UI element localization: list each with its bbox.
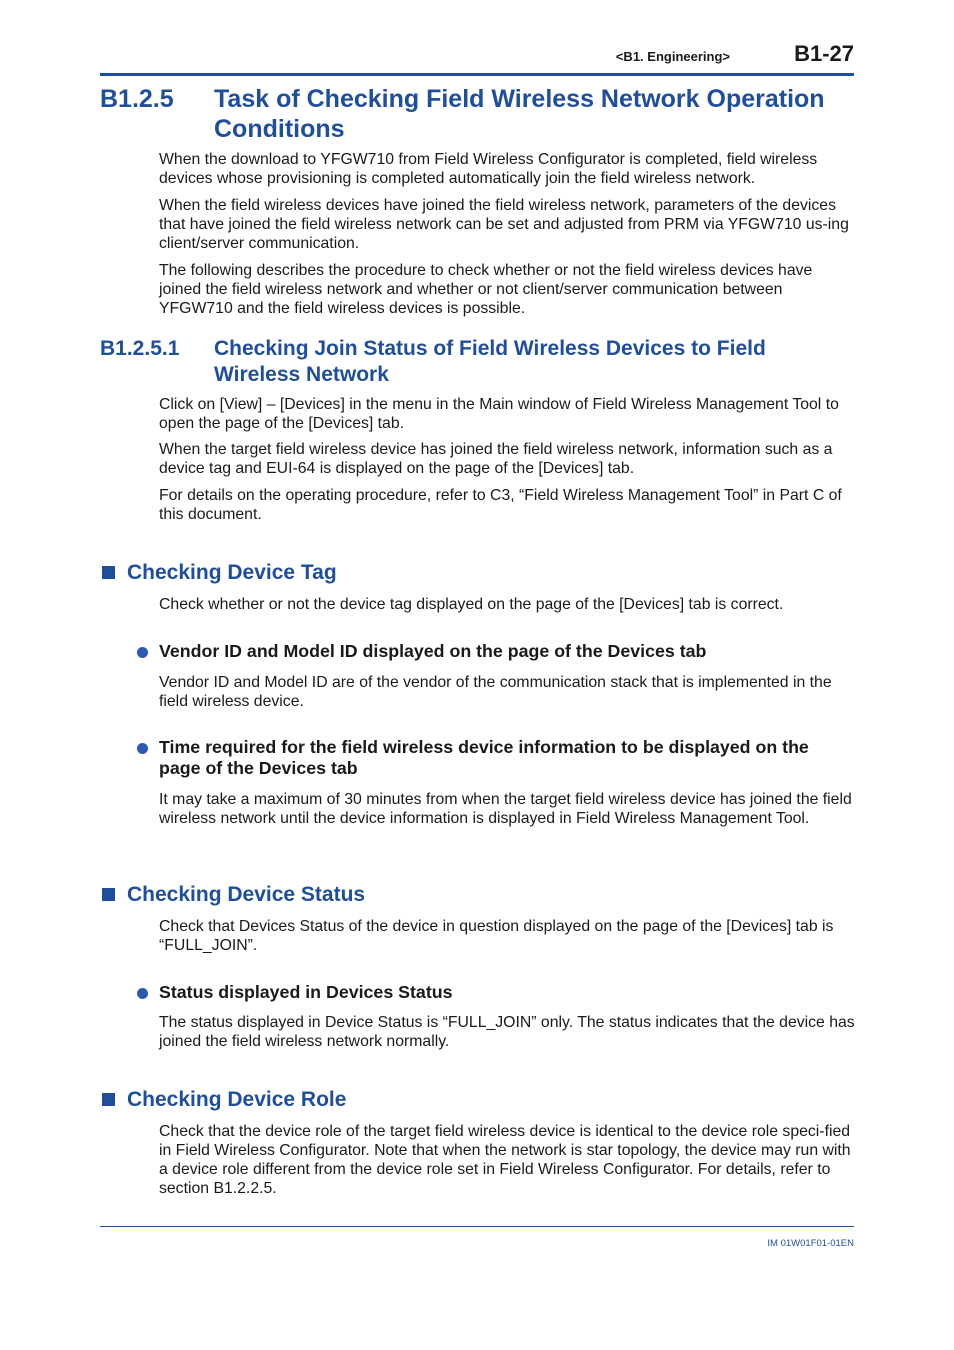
paragraph: When the field wireless devices have joined the field wireless network, parameters of the devices that have joined the field wireless network can be set and adjusted from PRM via YFGW710 us-ing client/server communication. bbox=[159, 197, 849, 252]
section-number: B1.2.5 bbox=[100, 85, 174, 113]
document-id: IM 01W01F01-01EN bbox=[767, 1238, 854, 1249]
subsection-title: Checking Device Role bbox=[127, 1088, 347, 1111]
running-header-chapter: <B1. Engineering> bbox=[615, 49, 730, 64]
paragraph: Check whether or not the device tag displayed on the page of the [Devices] tab is correct. bbox=[159, 596, 784, 613]
paragraph: Check that Devices Status of the device in question displayed on the page of the [Devices] tab is “FULL_JOIN”. bbox=[159, 918, 834, 954]
subsection-title: Checking Device Tag bbox=[127, 561, 337, 584]
square-bullet-icon bbox=[102, 888, 115, 901]
paragraph: When the target field wireless device has joined the field wireless network, information such as a device tag and EUI-64 is displayed on the page of the [Devices] tab. bbox=[159, 441, 833, 477]
bullet-title: Vendor ID and Model ID displayed on the page of the Devices tab bbox=[159, 641, 707, 661]
paragraph: When the download to YFGW710 from Field Wireless Configurator is completed, field wireless devices whose provisioning is completed automatically join the field wireless network. bbox=[159, 151, 818, 187]
paragraph: The status displayed in Device Status is “FULL_JOIN” only. The status indicates that the device has joined the field wireless network normally. bbox=[159, 1014, 855, 1050]
round-bullet-icon bbox=[137, 988, 148, 999]
square-bullet-icon bbox=[102, 1093, 115, 1106]
page-number: B1-27 bbox=[794, 41, 854, 66]
section-title: Checking Join Status of Field Wireless Devices to Field Wireless Network bbox=[214, 337, 766, 386]
bullet-title: Time required for the field wireless device information to be displayed on the page of the Devices tab bbox=[159, 737, 809, 778]
header-rule bbox=[100, 73, 854, 76]
bullet-title: Status displayed in Devices Status bbox=[159, 982, 453, 1002]
section-number: B1.2.5.1 bbox=[100, 337, 180, 360]
footer-rule bbox=[100, 1226, 854, 1227]
subsection-title: Checking Device Status bbox=[127, 883, 366, 906]
paragraph: For details on the operating procedure, refer to C3, “Field Wireless Management Tool” in Part C of this document. bbox=[159, 487, 842, 523]
round-bullet-icon bbox=[137, 743, 148, 754]
paragraph: The following describes the procedure to check whether or not the field wireless devices have joined the field wireless network and whether or not client/server communication between YFGW710 and the field wireless devices is possible. bbox=[159, 262, 813, 317]
paragraph: Check that the device role of the target field wireless device is identical to the device role speci-fied in Field Wireless Configurator. Note that when the network is star topology, the device may run with a device role different from the device role set in Field Wireless Configurator. For details, refer to section B1.2.2.5. bbox=[159, 1123, 851, 1197]
paragraph: It may take a maximum of 30 minutes from when the target field wireless device has joined the field wireless network until the device information is displayed in Field Wireless Management Tool. bbox=[159, 791, 852, 827]
round-bullet-icon bbox=[137, 647, 148, 658]
square-bullet-icon bbox=[102, 566, 115, 579]
paragraph: Click on [View] – [Devices] in the menu in the Main window of Field Wireless Management Tool to open the page of the [Devices] tab. bbox=[159, 396, 839, 432]
paragraph: Vendor ID and Model ID are of the vendor of the communication stack that is implemented in the field wireless device. bbox=[159, 674, 832, 710]
section-title: Task of Checking Field Wireless Network Operation Conditions bbox=[214, 85, 825, 143]
